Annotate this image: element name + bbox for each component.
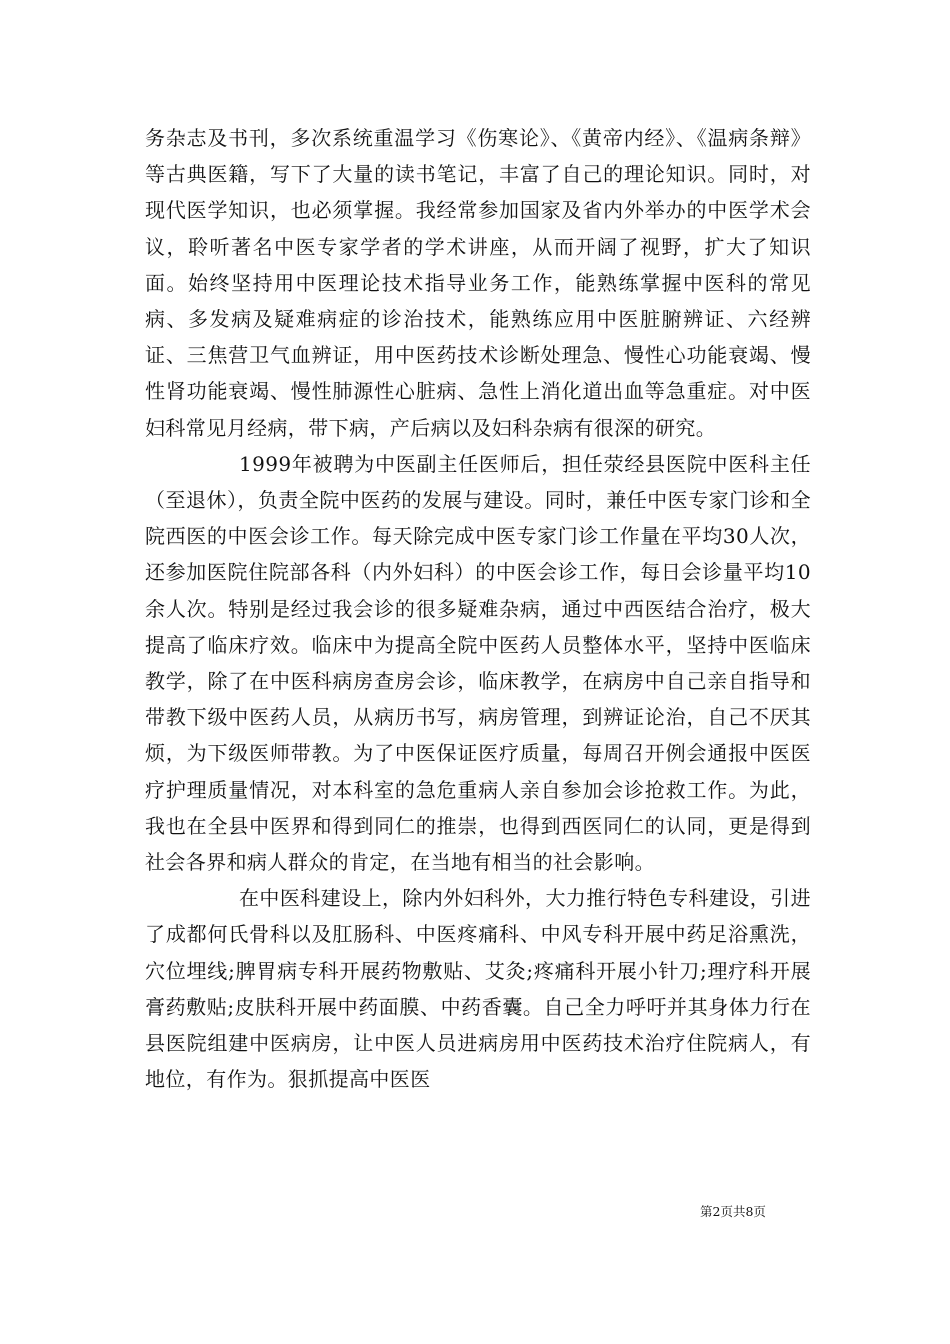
paragraph-department-building: 在中医科建设上，除内外妇科外，大力推行特色专科建设，引进了成都何氏骨科以及肛肠科、中医疼痛科、中风专科开展中药足浴熏洗，穴位埋线;脾胃病专科开展药物敷贴、艾灸;疼痛科开展小针刀;理疗科开展膏药敷贴;皮肤科开展中药面膜、中药香囊。自己全力呼吁并其身体力行在县医院组建中医病房，让中医人员进病房用中医药技术治疗住院病人，有地位，有作为。狠抓提高中医医 <box>145 886 811 1092</box>
page-number-footer: 第2页共8页 <box>700 1204 766 1219</box>
document-body <box>145 120 811 1097</box>
paragraph-1999-appointment: 1999年被聘为中医副主任医师后，担任荥经县医院中医科主任（至退休），负责全院中医药的发展与建设。同时，兼任中医专家门诊和全院西医的中医会诊工作。每天除完成中医专家门诊工作量在平均30人次，还参加医院住院部各科（内外妇科）的中医会诊工作，每日会诊量平均10余人次。特别是经过我会诊的很多疑难杂病，通过中西医结合治疗，极大提高了临床疗效。临床中为提高全院中医药人员整体水平，坚持中医临床教学，除了在中医科病房查房会诊，临床教学，在病房中自己亲自指导和带教下级中医药人员，从病历书写，病房管理，到辨证论治，自己不厌其烦，为下级医师带教。为了中医保证医疗质量，每周召开例会通报中医医疗护理质量情况，对本科室的急危重病人亲自参加会诊抢救工作。为此，我也在全县中医界和得到同仁的推崇，也得到西医同仁的认同，更是得到社会各界和病人群众的肯定，在当地有相当的社会影响。 <box>145 451 811 875</box>
paragraph-continuation: 务杂志及书刊，多次系统重温学习《伤寒论》、《黄帝内经》、《温病条辩》等古典医籍，写下了大量的读书笔记，丰富了自己的理论知识。同时，对现代医学知识，也必须掌握。我经常参加国家及省内外举办的中医学术会议，聆听著名中医专家学者的学术讲座，从而开阔了视野，扩大了知识面。始终坚持用中医理论技术指导业务工作，能熟练掌握中医科的常见病、多发病及疑难病症的诊治技术，能熟练应用中医脏腑辨证、六经辨证、三焦营卫气血辨证，用中医药技术诊断处理急、慢性心功能衰竭、慢性肾功能衰竭、慢性肺源性心脏病、急性上消化道出血等急重症。对中医妇科常见月经病，带下病，产后病以及妇科杂病有很深的研究。 <box>145 126 811 440</box>
